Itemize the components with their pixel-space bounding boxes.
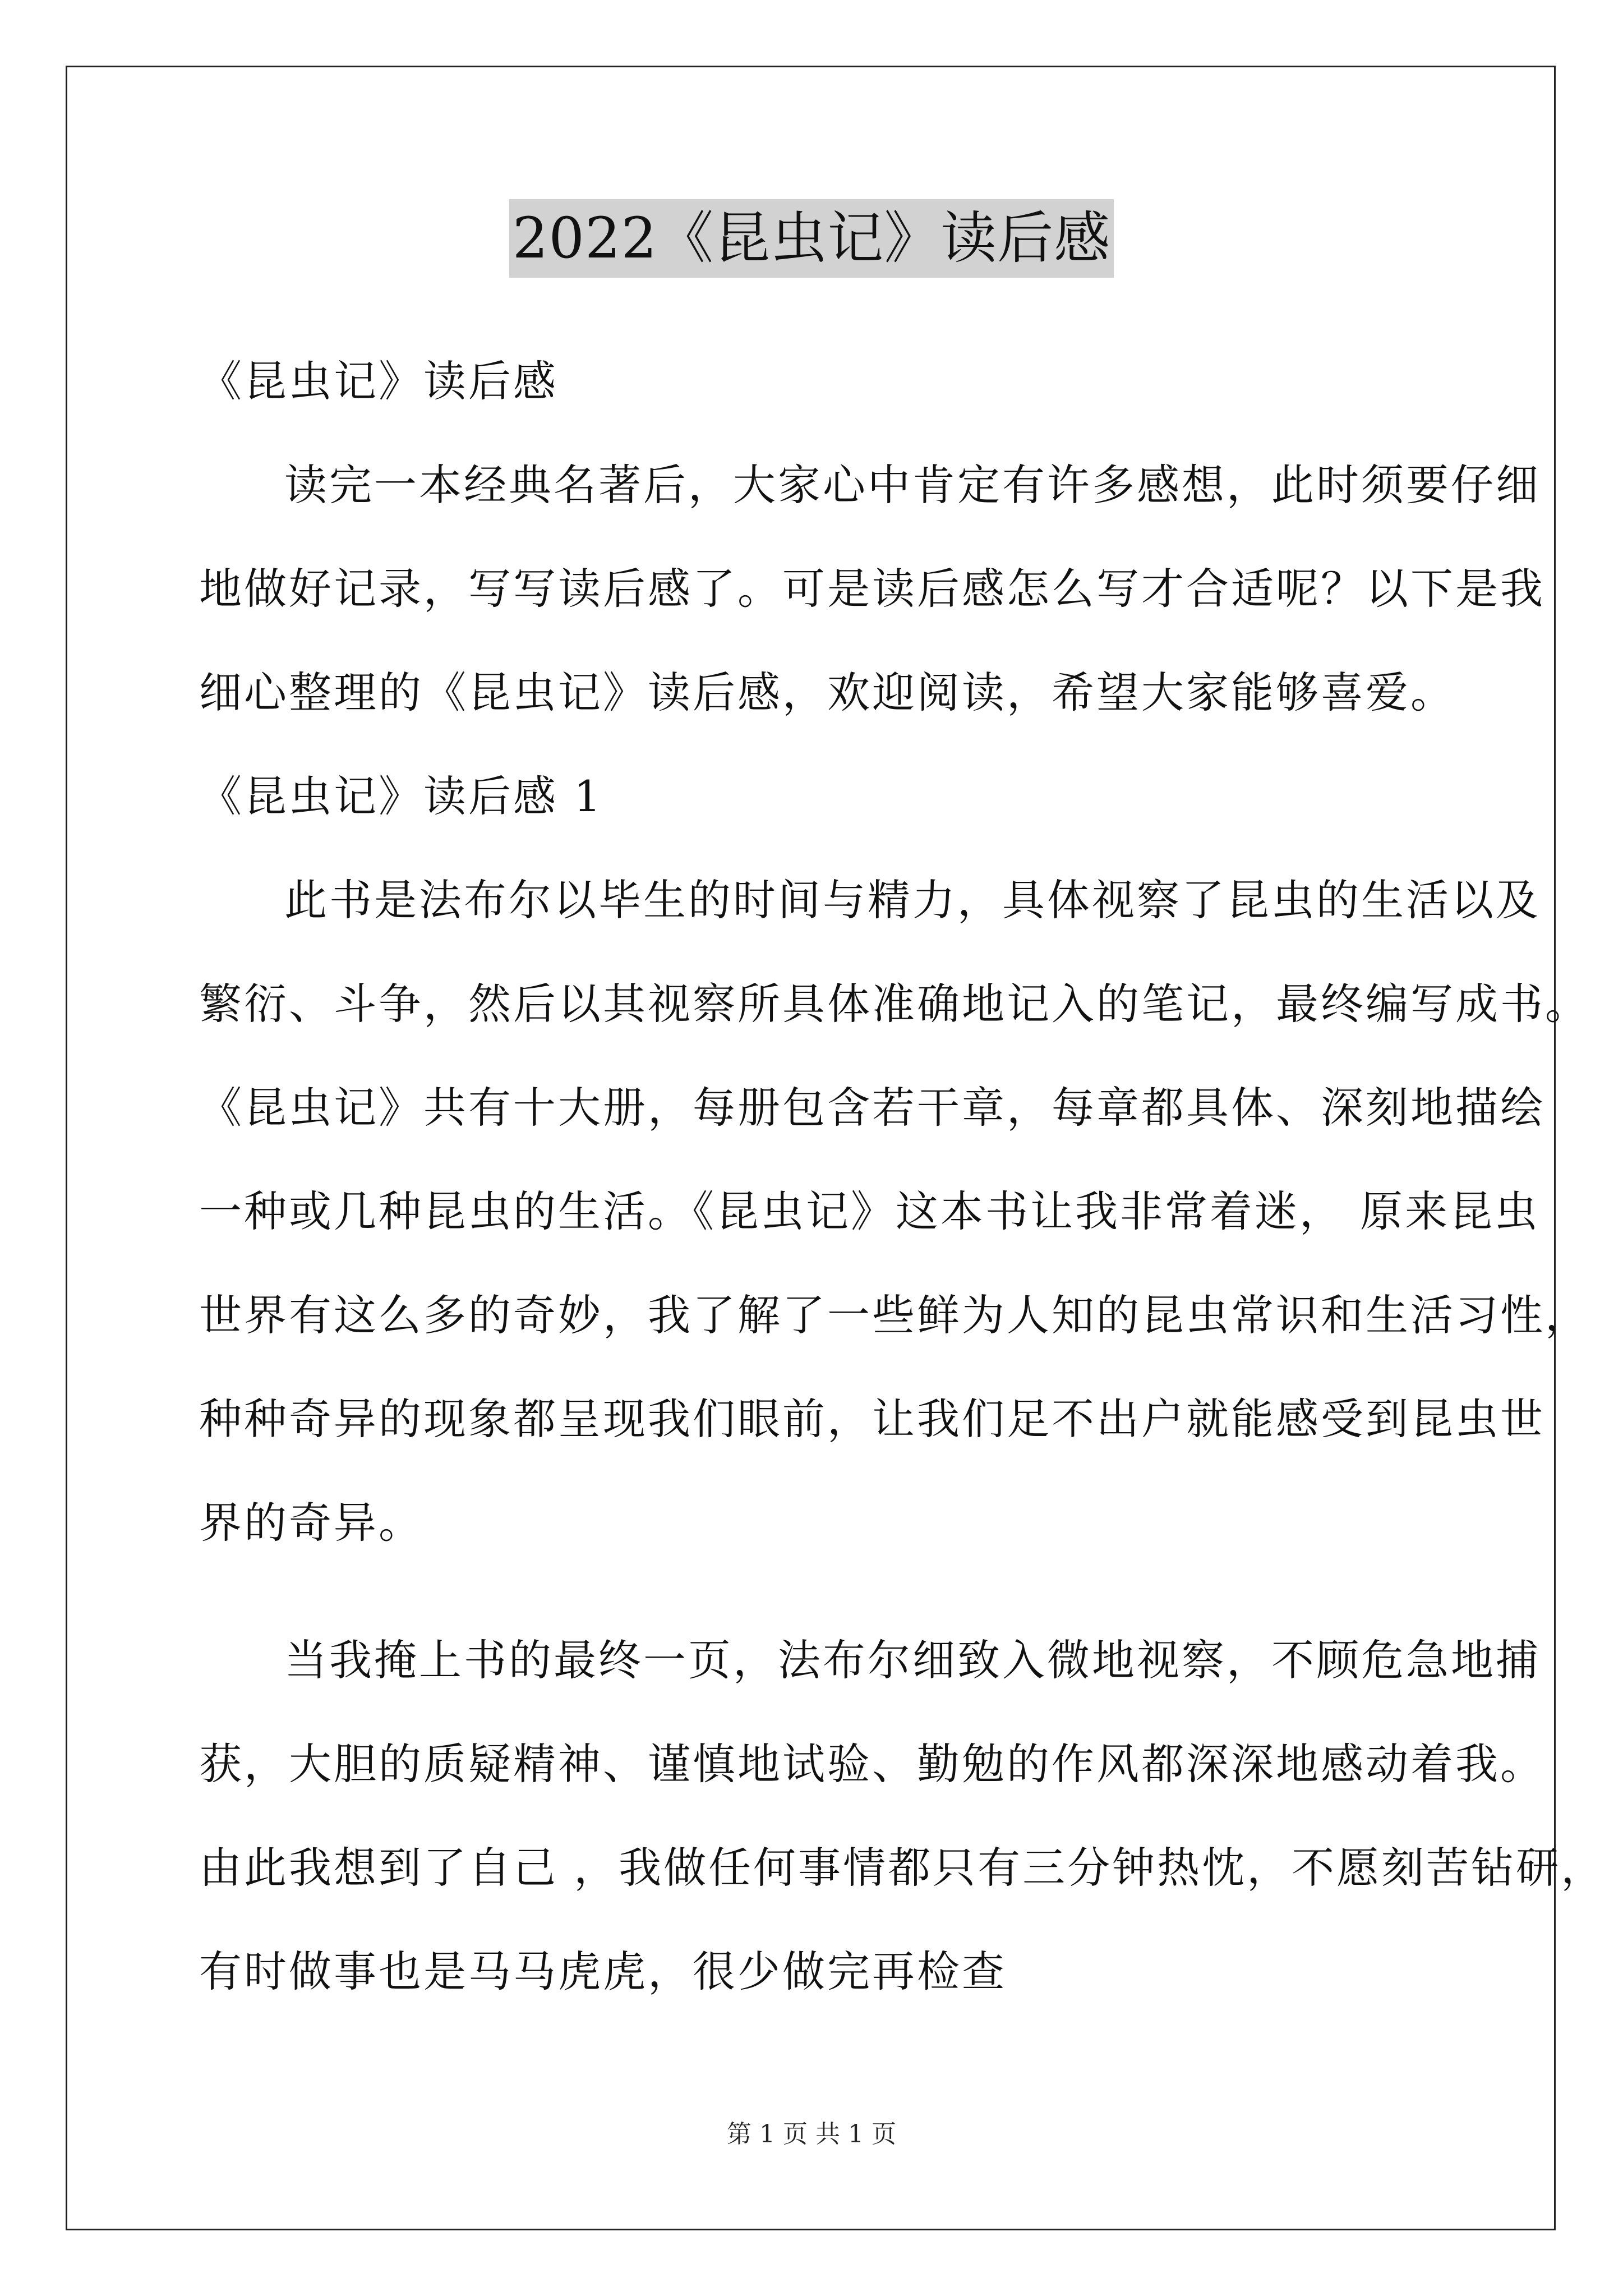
paragraph-line: 界的奇异。 (199, 1498, 423, 1548)
paragraph-line: 地做好记录，写写读后感了。可是读后感怎么写才合适呢？以下是我 (199, 564, 1545, 614)
paragraph-line: 当我掩上书的最终一页，法布尔细致入微地视察，不顾危急地捕 (284, 1635, 1541, 1685)
section-heading: 《昆虫记》读后感 1 (199, 771, 603, 821)
paragraph-line: 读完一本经典名著后，大家心中肯定有许多感想，此时须要仔细 (284, 460, 1541, 510)
paragraph-line: 细心整理的《昆虫记》读后感，欢迎阅读，希望大家能够喜爱。 (199, 668, 1455, 717)
paragraph-line: 世界有这么多的奇妙，我了解了一些鲜为人知的昆虫常识和生活习性， (199, 1290, 1590, 1340)
paragraph-line: 获，大胆的质疑精神、谨慎地试验、勤勉的作风都深深地感动着我。 (199, 1739, 1545, 1789)
paragraph-line: 由此我想到了自己 ，我做任何事情都只有三分钟热忱，不愿刻苦钻研， (199, 1843, 1606, 1893)
paragraph-line: 繁衍、斗争，然后以其视察所具体准确地记入的笔记，最终编写成书。 (199, 979, 1590, 1029)
paragraph-line: 有时做事也是马马虎虎，很少做完再检查 (199, 1947, 1007, 1996)
paragraph-line: 一种或几种昆虫的生活。《昆虫记》这本书让我非常着迷， 原来昆虫 (199, 1186, 1540, 1236)
document-title: 2022《昆虫记》读后感 (509, 199, 1114, 278)
section-heading: 《昆虫记》读后感 (199, 356, 558, 406)
title-container (0, 199, 1623, 278)
paragraph-line: 《昆虫记》共有十大册，每册包含若干章，每章都具体、深刻地描绘 (199, 1083, 1545, 1133)
page-footer: 第 1 页 共 1 页 (727, 2120, 896, 2148)
paragraph-line: 此书是法布尔以毕生的时间与精力，具体视察了昆虫的生活以及 (284, 875, 1541, 925)
paragraph-line: 种种奇异的现象都呈现我们眼前，让我们足不出户就能感受到昆虫世 (199, 1394, 1545, 1444)
